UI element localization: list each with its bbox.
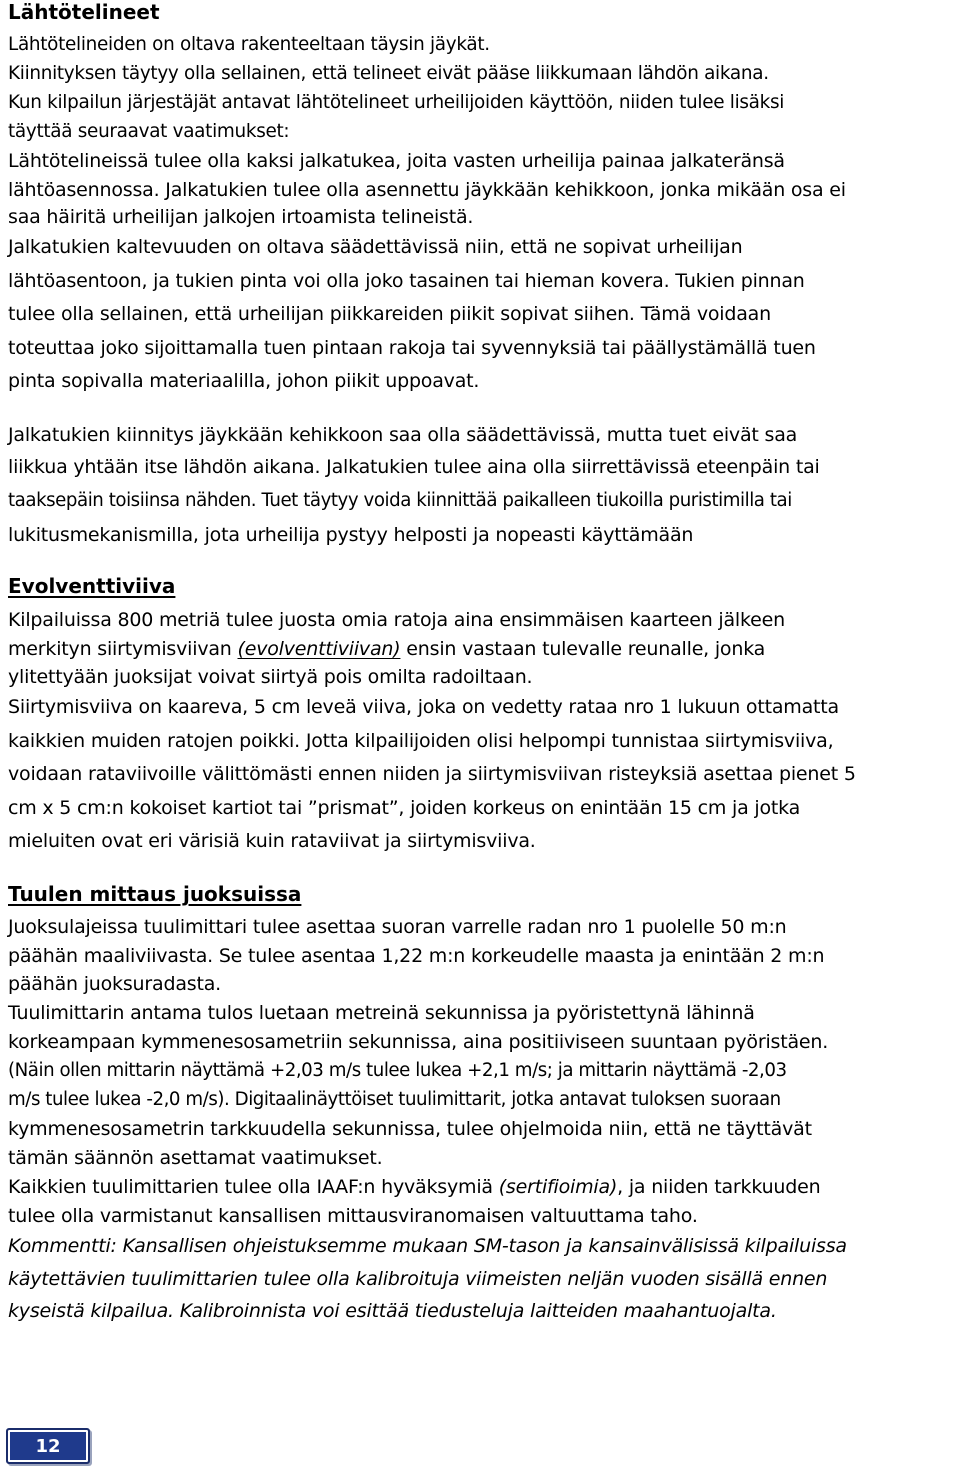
paragraph-line: Kiinnityksen täytyy olla sellainen, että telineet eivät pääse liikkumaan lähdön aikana. xyxy=(8,63,769,84)
paragraph-line: pinta sopivalla materiaalilla, johon piikit uppoavat. xyxy=(8,370,480,392)
text-run: Kaikkien tuulimittarien tulee olla IAAF:n hyväksymiä xyxy=(8,1176,499,1198)
paragraph-line: voidaan rataviivoille välittömästi ennen niiden ja siirtymisviivan risteyksiä asettaa pienet 5 xyxy=(8,763,856,785)
paragraph-line: tulee olla varmistanut kansallisen mittausviranomaisen valtuuttama taho. xyxy=(8,1205,698,1227)
paragraph-line xyxy=(8,1176,820,1198)
emphasis-term: (evolventtiviivan) xyxy=(237,638,401,660)
paragraph-line: lähtöasennossa. Jalkatukien tulee olla asennettu jäykkään kehikkoon, jonka mikään osa ei xyxy=(8,179,846,201)
paragraph-line: Lähtötelineissä tulee olla kaksi jalkatukea, joita vasten urheilija painaa jalkateränsä xyxy=(8,150,785,172)
text-run: ensin vastaan tulevalle reunalle, jonka xyxy=(400,638,766,660)
paragraph-line: korkeampaan kymmenesosametriin sekunnissa, aina positiiviseen suuntaan pyöristäen. xyxy=(8,1031,829,1053)
paragraph-line: lähtöasentoon, ja tukien pinta voi olla joko tasainen tai hieman kovera. Tukien pinnan xyxy=(8,270,805,292)
page-number: 12 xyxy=(35,1435,61,1457)
paragraph-line: Juoksulajeissa tuulimittari tulee asettaa suoran varrelle radan nro 1 puolelle 50 m:n xyxy=(8,916,787,938)
paragraph-line: tämän säännön asettamat vaatimukset. xyxy=(8,1147,383,1169)
paragraph-line: toteuttaa joko sijoittamalla tuen pintaan rakoja tai syvennyksiä tai päällystämällä tuen xyxy=(8,337,816,359)
paragraph-line: päähän juoksuradasta. xyxy=(8,973,221,995)
paragraph-line: taaksepäin toisiinsa nähden. Tuet täytyy voida kiinnittää paikalleen tiukoilla puristimilla tai xyxy=(8,490,792,511)
comment-text: Kommentti: Kansallisen ohjeistuksemme mukaan SM-tason ja kansainvälisissä kilpailuissa xyxy=(8,1235,847,1257)
paragraph-line: (Näin ollen mittarin näyttämä +2,03 m/s tulee lukea +2,1 m/s; ja mittarin näyttämä -2,03 xyxy=(8,1060,787,1081)
comment-line xyxy=(8,1235,847,1257)
section-heading-evolventtiviiva: Evolventtiviiva xyxy=(8,574,176,598)
text-run: , ja niiden tarkkuuden xyxy=(617,1176,821,1198)
paragraph-line: kymmenesosametrin tarkkuudella sekunnissa, tulee ohjelmoida niin, että ne täyttävät xyxy=(8,1118,812,1140)
paragraph-line: Jalkatukien kaltevuuden on oltava säädettävissä niin, että ne sopivat urheilijan xyxy=(8,236,743,258)
paragraph-line: saa häiritä urheilijan jalkojen irtoamista telineistä. xyxy=(8,206,474,228)
emphasis-term: (sertifioimia) xyxy=(498,1176,618,1198)
paragraph-line: Lähtötelineiden on oltava rakenteeltaan täysin jäykät. xyxy=(8,34,490,55)
section-heading-tuulen-mittaus: Tuulen mittaus juoksuissa xyxy=(8,882,302,906)
paragraph-line: tulee olla sellainen, että urheilijan piikkareiden piikit sopivat siihen. Tämä voidaan xyxy=(8,303,771,325)
paragraph-line: Siirtymisviiva on kaareva, 5 cm leveä viiva, joka on vedetty rataa nro 1 lukuun ottamatta xyxy=(8,696,839,718)
paragraph-line: Jalkatukien kiinnitys jäykkään kehikkoon saa olla säädettävissä, mutta tuet eivät saa xyxy=(8,424,798,446)
paragraph-line: täyttää seuraavat vaatimukset: xyxy=(8,121,290,142)
paragraph-line: lukitusmekanismilla, jota urheilija pystyy helposti ja nopeasti käyttämään xyxy=(8,524,694,546)
paragraph-line: päähän maaliviivasta. Se tulee asentaa 1,22 m:n korkeudelle maasta ja enintään 2 m:n xyxy=(8,945,825,967)
paragraph-line xyxy=(8,638,765,660)
paragraph-line: Kilpailuissa 800 metriä tulee juosta omia ratoja aina ensimmäisen kaarteen jälkeen xyxy=(8,609,785,631)
text-run: merkityn siirtymisviivan xyxy=(8,638,238,660)
paragraph-line: Kun kilpailun järjestäjät antavat lähtötelineet urheilijoiden käyttöön, niiden tulee lisäksi xyxy=(8,92,785,113)
paragraph-line: ylitettyään juoksijat voivat siirtyä pois omilta radoiltaan. xyxy=(8,666,533,688)
paragraph-line: mieluiten ovat eri värisiä kuin rataviivat ja siirtymisviiva. xyxy=(8,830,536,852)
section-heading-lahtotelineet: Lähtötelineet xyxy=(8,0,160,24)
comment-text: käytettävien tuulimittarien tulee olla kalibroituja viimeisten neljän vuoden sisällä ennen xyxy=(8,1268,828,1290)
comment-text: kyseistä kilpailua. Kalibroinnista voi esittää tiedusteluja laitteiden maahantuojalta. xyxy=(8,1300,777,1322)
page-number-badge xyxy=(6,1428,90,1464)
paragraph-line: m/s tulee lukea -2,0 m/s). Digitaalinäyttöiset tuulimittarit, jotka antavat tuloksen suoraan xyxy=(8,1089,781,1110)
paragraph-line: Tuulimittarin antama tulos luetaan metreinä sekunnissa ja pyöristettynä lähinnä xyxy=(8,1002,755,1024)
paragraph-line: kaikkien muiden ratojen poikki. Jotta kilpailijoiden olisi helpompi tunnistaa siirtymisviiva, xyxy=(8,730,834,752)
paragraph-line: cm x 5 cm:n kokoiset kartiot tai ”prismat”, joiden korkeus on enintään 15 cm ja jotka xyxy=(8,797,801,819)
comment-line xyxy=(8,1300,777,1322)
comment-line xyxy=(8,1268,827,1290)
paragraph-line: liikkua yhtään itse lähdön aikana. Jalkatukien tulee aina olla siirrettävissä eteenpäin tai xyxy=(8,456,820,478)
